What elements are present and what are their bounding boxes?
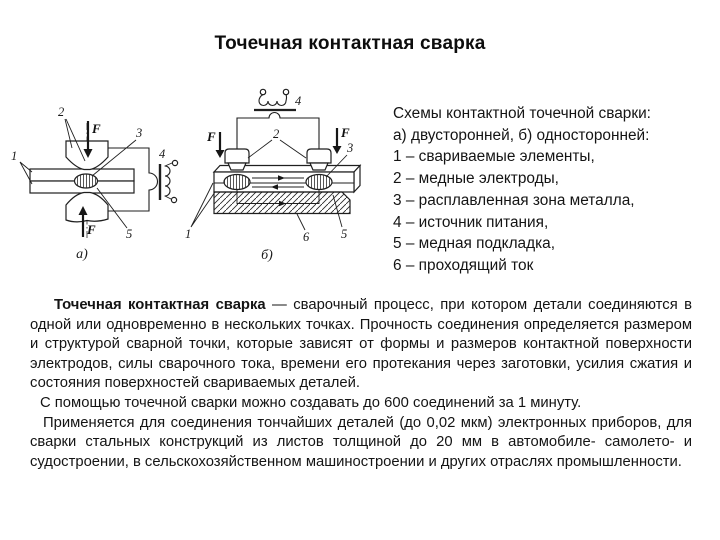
welding-schemes-figure xyxy=(0,82,392,274)
legend-item-5: 5 – медная подкладка, xyxy=(393,235,555,253)
diagram-b xyxy=(185,89,360,263)
label-5: 5 xyxy=(126,227,133,241)
lower-electrode xyxy=(66,193,108,222)
callout-2a xyxy=(248,140,272,158)
legend-item-1: 1 – свариваемые элементы, xyxy=(393,148,595,166)
label-1: 1 xyxy=(185,227,192,241)
callout-2b xyxy=(280,140,306,158)
paragraph-1-lead: Точечная контактная сварка xyxy=(54,297,266,313)
figure-legend xyxy=(393,103,715,277)
terminal xyxy=(172,160,177,165)
legend-line-2: а) двусторонней, б) односторонней: xyxy=(393,126,650,144)
legend-item-4: 4 – источник питания, xyxy=(393,213,549,231)
label-5: 5 xyxy=(341,227,348,241)
terminal xyxy=(171,197,176,202)
terminal xyxy=(260,89,265,94)
terminal-lead xyxy=(165,196,171,199)
force-label-right: F xyxy=(341,125,350,140)
label-3: 3 xyxy=(136,126,143,140)
right-electrode-tip xyxy=(310,163,328,170)
left-electrode-tip xyxy=(228,163,246,170)
legend-item-2: 2 – медные электроды, xyxy=(393,170,559,188)
body-text xyxy=(30,296,692,472)
label-4: 4 xyxy=(295,94,302,108)
force-label-top: F xyxy=(92,121,101,136)
callout-1 xyxy=(191,183,215,227)
terminal xyxy=(283,89,288,94)
caption-a: а) xyxy=(76,247,88,262)
secondary-coil xyxy=(165,166,170,196)
legend-item-3: 3 – расплавленная зона металла, xyxy=(393,191,635,209)
force-label-bottom: F xyxy=(87,222,96,237)
legend-line-1: Схемы контактной точечной сварки: xyxy=(393,105,651,122)
label-2: 2 xyxy=(273,127,280,141)
label-1: 1 xyxy=(11,149,18,163)
primary-winding-bump xyxy=(149,173,158,190)
terminal-lead xyxy=(165,163,172,166)
paragraph-2: С помощью точечной сварки можно создавать до 600 соединений за 1 минуту. xyxy=(40,394,582,411)
caption-b: б) xyxy=(261,248,273,263)
label-6: 6 xyxy=(303,230,310,244)
legend-item-6: 6 – проходящий ток xyxy=(393,256,534,274)
molten-zone-hatch xyxy=(75,174,98,188)
diagram-a xyxy=(11,105,178,262)
molten-zone-right-hatch xyxy=(306,175,332,190)
right-electrode xyxy=(307,149,331,163)
page-title: Точечная контактная сварка xyxy=(214,33,486,54)
primary-coil xyxy=(259,95,287,106)
callout-6 xyxy=(297,214,305,230)
label-3: 3 xyxy=(347,141,354,155)
paragraph-1 xyxy=(30,296,692,394)
label-2: 2 xyxy=(58,105,65,119)
paragraph-1-rest: — сварочный процесс, при котором детали соединяются в одной или одновременно в нескольких точках. Прочность соединения определяется размером и структурой сварной точки, которые зависят от формы и размеров контактной поверхности электродов, силы сварочного тока, времени его протекания через заготовки, усилия сжатия и состояния поверхностей свариваемых деталей. xyxy=(30,297,692,392)
molten-zone-left-hatch xyxy=(224,175,250,190)
left-electrode xyxy=(225,149,249,163)
arrowhead xyxy=(216,150,225,158)
label-4: 4 xyxy=(159,147,166,161)
arrowhead xyxy=(333,146,342,154)
paragraph-3: Применяется для соединения тончайших деталей (до 0,02 мкм) электронных приборов, для сварки стальных конструкций из листов толщиной до 20 мм в автомобиле- самолето- и судостроении, в сельскохозяйственном машиностроении и других отраслях промышленности. xyxy=(30,414,692,470)
force-label-left: F xyxy=(207,129,216,144)
